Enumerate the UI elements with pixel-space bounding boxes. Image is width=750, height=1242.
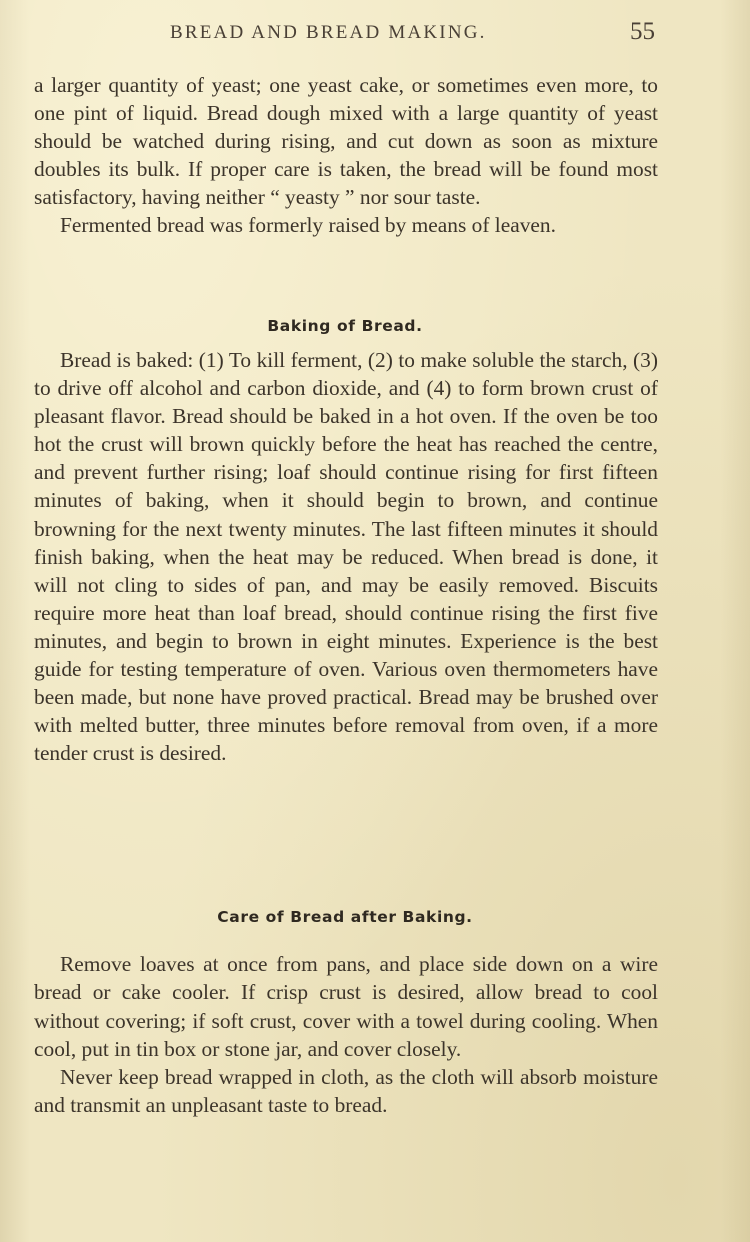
paragraph: a larger quantity of yeast; one yeast cake, or sometimes even more, to one pint of liquid. Bread dough mixed with a large quantity of yeast should be watched during rising, and cut down as soon as mixture doubles its bulk. If proper care is taken, the bread will be found most satisfactory, having neither “ yeasty ” nor sour taste. xyxy=(34,73,658,209)
section-heading: Care of Bread after Baking. xyxy=(217,908,473,926)
page-number: 55 xyxy=(630,18,655,45)
running-head: BREAD AND BREAD MAKING. xyxy=(170,22,487,43)
section-text-baking xyxy=(34,346,658,767)
paragraph: Bread is baked: (1) To kill ferment, (2) to make soluble the starch, (3) to drive off alcohol and carbon dioxide, and (4) to form brown crust of pleasant flavor. Bread should be baked in a hot oven. If the oven be too hot the crust will brown quickly before the heat has reached the centre, and prevent further rising; loaf should continue rising for first fifteen minutes of baking, when it should begin to brown, and continue browning for the next twenty minutes. The last fifteen minutes it should finish baking, when the heat may be reduced. When bread is done, it will not cling to sides of pan, and may be easily removed. Biscuits require more heat than loaf bread, should continue rising the first five minutes, and begin to brown in eight minutes. Experience is the best guide for testing temperature of oven. Various oven thermometers have been made, but none have proved practical. Bread may be brushed over with melted butter, three minutes before removal from oven, if a more tender crust is desired. xyxy=(34,348,658,766)
paragraph: Fermented bread was formerly raised by means of leaven. xyxy=(60,212,556,237)
section-heading: Baking of Bread. xyxy=(267,317,423,335)
section-text-care xyxy=(34,950,658,1120)
paragraph: Never keep bread wrapped in cloth, as the cloth will absorb moisture and transmit an unpleasant taste to bread. xyxy=(34,1065,658,1118)
intro-text xyxy=(34,72,658,239)
paragraph: Remove loaves at once from pans, and place side down on a wire bread or cake cooler. If crisp crust is desired, allow bread to cool without covering; if soft crust, cover with a towel during cooling. When cool, put in tin box or stone jar, and cover closely. xyxy=(34,952,658,1061)
